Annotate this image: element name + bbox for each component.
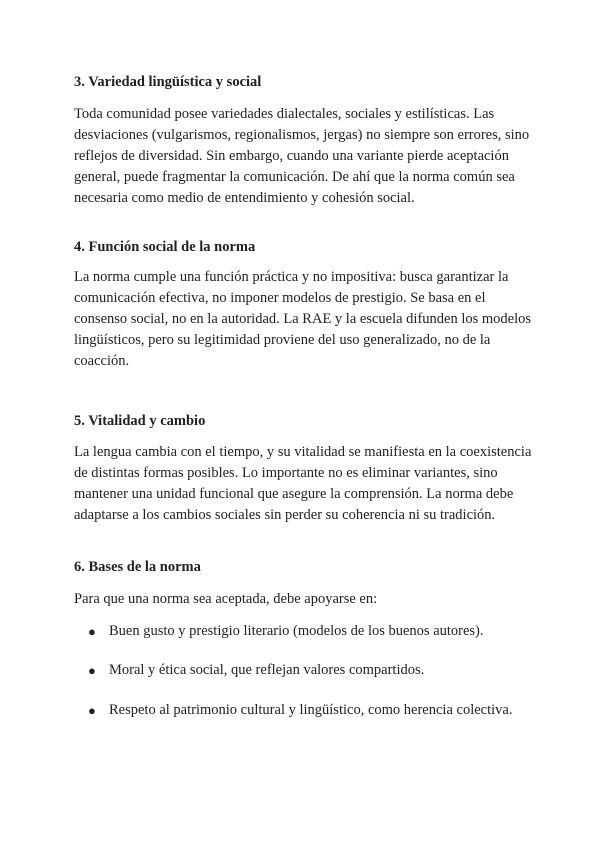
list-item: Respeto al patrimonio cultural y lingüístico, como herencia colectiva. (109, 702, 513, 718)
bullet-icon: ● (88, 703, 96, 718)
list-item: Moral y ética social, que reflejan valores compartidos. (109, 662, 425, 678)
bullet-icon: ● (88, 663, 96, 678)
section-4-heading: 4. Función social de la norma (74, 239, 256, 255)
section-5-heading: 5. Vitalidad y cambio (74, 413, 206, 429)
bullet-icon: ● (88, 624, 96, 639)
section-4-paragraph: La norma cumple una función práctica y no impositiva: busca garantizar la comunicación efectiva, no imponer modelos de prestigio. Se basa en el consenso social, no en la autoridad. La RAE y la escuela difunden los modelos lingüísticos, pero su legitimidad proviene del uso generalizado, no de la coacción. (74, 269, 532, 369)
section-3-heading: 3. Variedad lingüística y social (74, 74, 262, 90)
section-6-paragraph: Para que una norma sea aceptada, debe apoyarse en: (74, 591, 378, 607)
section-6-heading: 6. Bases de la norma (74, 559, 201, 575)
list-item: Buen gusto y prestigio literario (modelos de los buenos autores). (109, 623, 484, 639)
section-3-paragraph: Toda comunidad posee variedades dialectales, sociales y estilísticas. Las desviaciones (vulgarismos, regionalismos, jergas) no siempre son errores, sino reflejos de diversidad. Sin embargo, cuando una variante pierde aceptación general, puede fragmentar la comunicación. De ahí que la norma común sea necesaria como medio de entendimiento y cohesión social. (74, 106, 530, 206)
section-5-paragraph: La lengua cambia con el tiempo, y su vitalidad se manifiesta en la coexistencia de distintas formas posibles. Lo importante no es eliminar variantes, sino mantener una unidad funcional que asegure la comprensión. La norma debe adaptarse a los cambios sociales sin perder su coherencia ni su tradición. (74, 444, 532, 523)
